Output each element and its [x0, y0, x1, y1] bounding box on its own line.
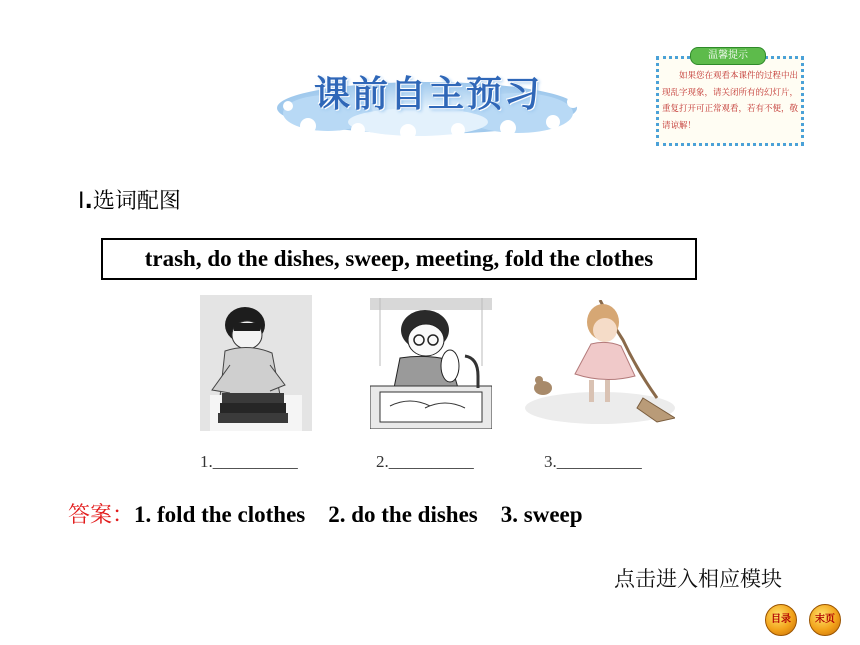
section-dot: .: [84, 189, 93, 214]
picture-2-answer-blank: 2.__________: [376, 452, 474, 471]
section-numeral: Ⅰ: [78, 189, 85, 214]
boy-doing-dishes-image: [370, 296, 492, 429]
boy-folding-clothes-image: [200, 295, 312, 431]
answer-line: [68, 498, 583, 529]
answer-label: 答案：: [68, 503, 135, 528]
table-of-contents-button[interactable]: 目录: [765, 604, 797, 636]
tip-text: 如果您在观看本课件的过程中出现乱字现象，请关闭所有的幻灯片，重复打开可正常观看，若有不便，敬请谅解！: [662, 71, 799, 131]
tip-tab-label: 温馨提示: [690, 47, 766, 65]
enter-module-link[interactable]: 点击进入相应模块: [614, 567, 782, 591]
picture-3-answer-blank: 3.__________: [544, 452, 642, 471]
picture-1-answer-blank: 1.__________: [200, 452, 298, 471]
last-page-button[interactable]: 末页: [809, 604, 841, 636]
girl-sweeping-image: [525, 300, 675, 424]
word-choice-box: trash, do the dishes, sweep, meeting, fold the clothes: [101, 238, 697, 280]
section-heading: [78, 184, 181, 215]
answer-items: 1. fold the clothes 2. do the dishes 3. sweep: [134, 502, 583, 527]
banner-title: 课前自主预习: [314, 74, 543, 115]
section-title: 选词配图: [92, 189, 181, 214]
